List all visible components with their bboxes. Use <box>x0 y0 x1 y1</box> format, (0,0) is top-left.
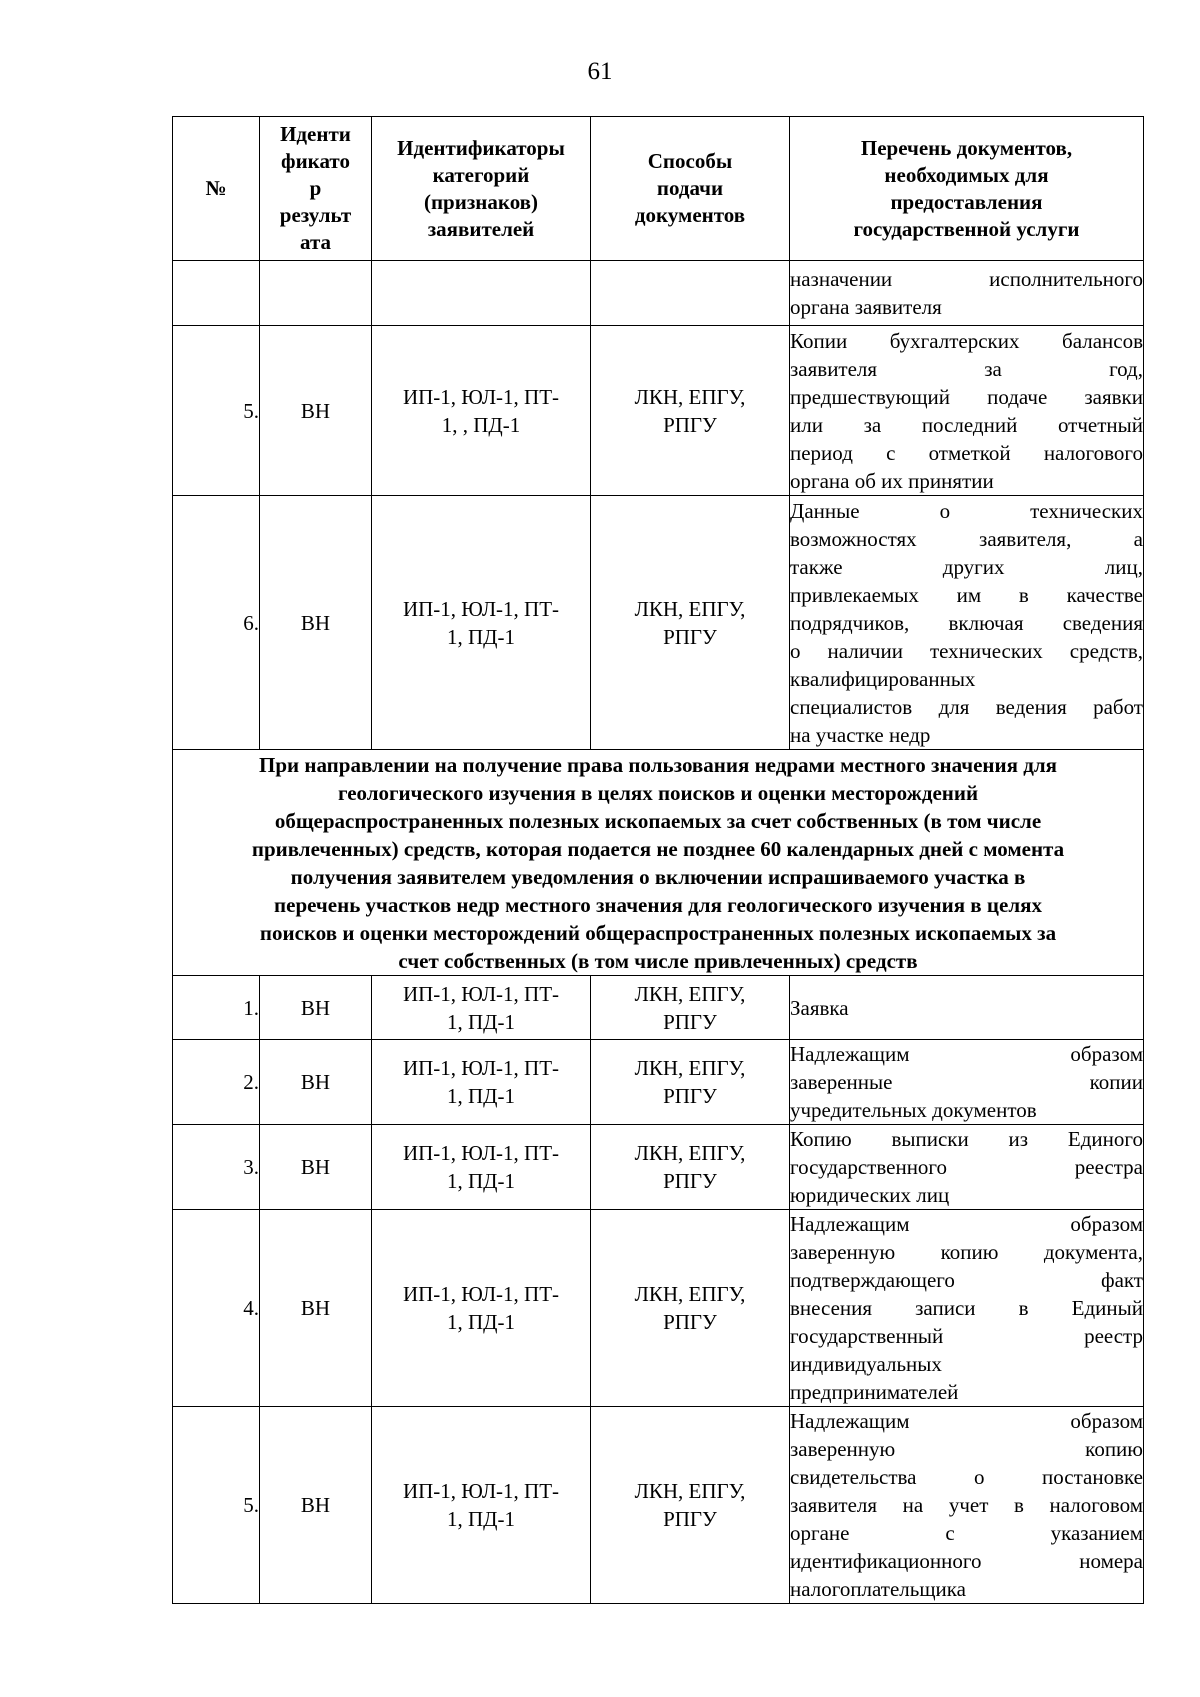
text-line: Надлежащим образом <box>790 1212 1143 1236</box>
text-line: заверенную копию <box>790 1437 1143 1461</box>
row-documents <box>790 326 1144 496</box>
text-line: идентификационного номера <box>790 1549 1143 1573</box>
header-documents <box>790 117 1144 261</box>
text-line: ЛКН, ЕПГУ, <box>634 1056 746 1080</box>
text-line: заявителя за год, <box>790 356 1143 381</box>
text-line: ИП-1, ЮЛ-1, ПТ- <box>402 1056 560 1080</box>
text-line: Заявка <box>790 995 849 1020</box>
text-line: геологического изучения в целях поисков и оценки месторождений <box>337 780 979 805</box>
text-line: Данные о технических <box>790 498 1143 523</box>
row-categories <box>372 1125 591 1210</box>
row-categories <box>372 326 591 496</box>
text-line: назначении исполнительного <box>790 267 1143 291</box>
text-line: органа заявителя <box>790 295 942 319</box>
text-line: 1, ПД-1 <box>447 1310 515 1334</box>
text-line: ИП-1, ЮЛ-1, ПТ- <box>402 1141 560 1165</box>
row-categories <box>372 1407 591 1604</box>
row-documents <box>790 1210 1144 1407</box>
text-line: ИП-1, ЮЛ-1, ПТ- <box>402 1479 560 1503</box>
text-line: поисков и оценки месторождений общераспространенных полезных ископаемых за <box>259 920 1057 945</box>
text-line: органа об их принятии <box>790 468 994 493</box>
row-result: ВН <box>260 1040 372 1125</box>
text-line: привлеченных) средств, которая подается не позднее 60 календарных дней с момента <box>251 836 1065 861</box>
row-methods <box>591 261 790 326</box>
row-result <box>260 261 372 326</box>
text-line: 1, ПД-1 <box>447 624 515 649</box>
text-line: ИП-1, ЮЛ-1, ПТ- <box>402 981 560 1006</box>
text-line: 1, ПД-1 <box>447 1507 515 1531</box>
text-line: результ <box>279 203 352 227</box>
text-line: Копию выписки из Единого <box>790 1127 1143 1151</box>
row-num: 4. <box>173 1210 260 1407</box>
row-methods <box>591 1040 790 1125</box>
row-methods <box>591 1407 790 1604</box>
text-line: РПГУ <box>663 624 717 649</box>
text-line: специалистов для ведения работ <box>790 694 1143 719</box>
row-num <box>173 261 260 326</box>
text-line: внесения записи в Единый <box>790 1296 1143 1320</box>
text-line: получения заявителем уведомления о включении испрашиваемого участка в <box>290 864 1026 889</box>
text-line: предпринимателей <box>790 1380 959 1404</box>
documents-table <box>172 116 1144 1604</box>
text-line: При направлении на получение права пользования недрами местного значения для <box>258 752 1057 777</box>
text-line: необходимых для <box>884 162 1049 187</box>
text-line: Надлежащим образом <box>790 1409 1143 1433</box>
row-documents <box>790 1040 1144 1125</box>
text-line: ЛКН, ЕПГУ, <box>634 981 746 1006</box>
text-line: юридических лиц <box>790 1183 950 1207</box>
text-line: РПГУ <box>663 1507 717 1531</box>
text-line: заявителя на учет в налоговом <box>790 1493 1143 1517</box>
text-line: привлекаемых им в качестве <box>790 582 1143 607</box>
text-line: РПГУ <box>663 412 717 437</box>
text-line: ЛКН, ЕПГУ, <box>634 1479 746 1503</box>
text-line: 1, ПД-1 <box>447 1084 515 1108</box>
text-line: или за последний отчетный <box>790 412 1143 437</box>
row-methods <box>591 1125 790 1210</box>
table-row <box>173 1040 1144 1125</box>
header-result-id <box>260 117 372 261</box>
row-documents <box>790 1407 1144 1604</box>
text-line: Надлежащим образом <box>790 1042 1143 1066</box>
text-line: РПГУ <box>663 1310 717 1334</box>
row-documents <box>790 496 1144 750</box>
row-result: ВН <box>260 976 372 1040</box>
row-result: ВН <box>260 1407 372 1604</box>
text-line: (признаков) <box>423 189 539 214</box>
text-line: заявителей <box>427 216 535 241</box>
row-documents <box>790 1125 1144 1210</box>
table-row <box>173 1210 1144 1407</box>
text-line: документов <box>634 203 746 227</box>
row-result: ВН <box>260 1125 372 1210</box>
text-line: государственной услуги <box>853 216 1080 241</box>
text-line: ата <box>299 230 332 254</box>
text-line: о наличии технических средств, <box>790 638 1143 663</box>
table-row <box>173 496 1144 750</box>
row-num: 5. <box>173 326 260 496</box>
row-num: 1. <box>173 976 260 1040</box>
text-line: также других лиц, <box>790 554 1143 579</box>
row-categories <box>372 1210 591 1407</box>
text-line: ИП-1, ЮЛ-1, ПТ- <box>402 384 560 409</box>
text-line: общераспространенных полезных ископаемых за счет собственных (в том числе <box>274 808 1042 833</box>
row-methods <box>591 326 790 496</box>
row-result: ВН <box>260 1210 372 1407</box>
text-line: 1, , ПД-1 <box>441 412 521 437</box>
header-methods <box>591 117 790 261</box>
text-line: ИП-1, ЮЛ-1, ПТ- <box>402 1282 560 1306</box>
text-line: Иденти <box>280 122 351 146</box>
text-line: подрядчиков, включая сведения <box>790 610 1143 635</box>
text-line: ЛКН, ЕПГУ, <box>634 596 746 621</box>
row-num: 2. <box>173 1040 260 1125</box>
row-methods <box>591 496 790 750</box>
text-line: РПГУ <box>663 1009 717 1034</box>
row-categories <box>372 496 591 750</box>
table-row <box>173 1125 1144 1210</box>
text-line: органе с указанием <box>790 1521 1143 1545</box>
text-line: учредительных документов <box>790 1098 1037 1122</box>
text-line: заверенную копию документа, <box>790 1240 1143 1264</box>
text-line: РПГУ <box>663 1084 717 1108</box>
text-line: Копии бухгалтерских балансов <box>790 328 1143 353</box>
row-documents <box>790 261 1144 326</box>
row-num: 5. <box>173 1407 260 1604</box>
text-line: государственный реестр <box>790 1324 1143 1348</box>
text-line: Способы <box>647 149 733 173</box>
row-categories <box>372 976 591 1040</box>
text-line: индивидуальных <box>790 1352 942 1376</box>
row-methods <box>591 1210 790 1407</box>
text-line: свидетельства о постановке <box>790 1465 1143 1489</box>
table-row <box>173 261 1144 326</box>
text-line: Идентификаторы <box>397 135 565 160</box>
text-line: подачи <box>656 176 724 200</box>
text-line: 1, ПД-1 <box>447 1169 515 1193</box>
text-line: на участке недр <box>790 722 931 747</box>
section-row <box>173 750 1144 976</box>
text-line: ЛКН, ЕПГУ, <box>634 1141 746 1165</box>
text-line: РПГУ <box>663 1169 717 1193</box>
header-category-ids <box>372 117 591 261</box>
text-line: ЛКН, ЕПГУ, <box>634 1282 746 1306</box>
row-categories <box>372 261 591 326</box>
text-line: государственного реестра <box>790 1155 1143 1179</box>
section-heading <box>173 750 1144 976</box>
row-documents <box>790 976 1144 1040</box>
header-num: № <box>173 117 260 261</box>
text-line: 1, ПД-1 <box>447 1009 515 1034</box>
text-line: период с отметкой налогового <box>790 440 1143 465</box>
table-row <box>173 326 1144 496</box>
text-line: р <box>309 176 322 200</box>
text-line: возможностях заявителя, а <box>790 526 1143 551</box>
text-line: предшествующий подаче заявки <box>790 384 1143 409</box>
text-line: перечень участков недр местного значения для геологического изучения в целях <box>274 892 1042 917</box>
text-line: ИП-1, ЮЛ-1, ПТ- <box>402 596 560 621</box>
text-line: фикато <box>281 149 350 173</box>
text-line: подтверждающего факт <box>790 1268 1143 1292</box>
text-line: Перечень документов, <box>860 135 1073 160</box>
page-number: 61 <box>587 58 613 85</box>
table-row <box>173 976 1144 1040</box>
table-row <box>173 1407 1144 1604</box>
row-num: 3. <box>173 1125 260 1210</box>
row-num: 6. <box>173 496 260 750</box>
text-line: счет собственных (в том числе привлеченных) средств <box>398 948 918 973</box>
text-line: предоставления <box>890 189 1043 214</box>
row-result: ВН <box>260 496 372 750</box>
row-result: ВН <box>260 326 372 496</box>
text-line: категорий <box>432 162 530 187</box>
row-methods <box>591 976 790 1040</box>
text-line: налогоплательщика <box>790 1577 966 1601</box>
row-categories <box>372 1040 591 1125</box>
text-line: заверенные копии <box>790 1070 1143 1094</box>
text-line: квалифицированных <box>790 666 976 691</box>
header-row <box>173 117 1144 261</box>
text-line: ЛКН, ЕПГУ, <box>634 384 746 409</box>
